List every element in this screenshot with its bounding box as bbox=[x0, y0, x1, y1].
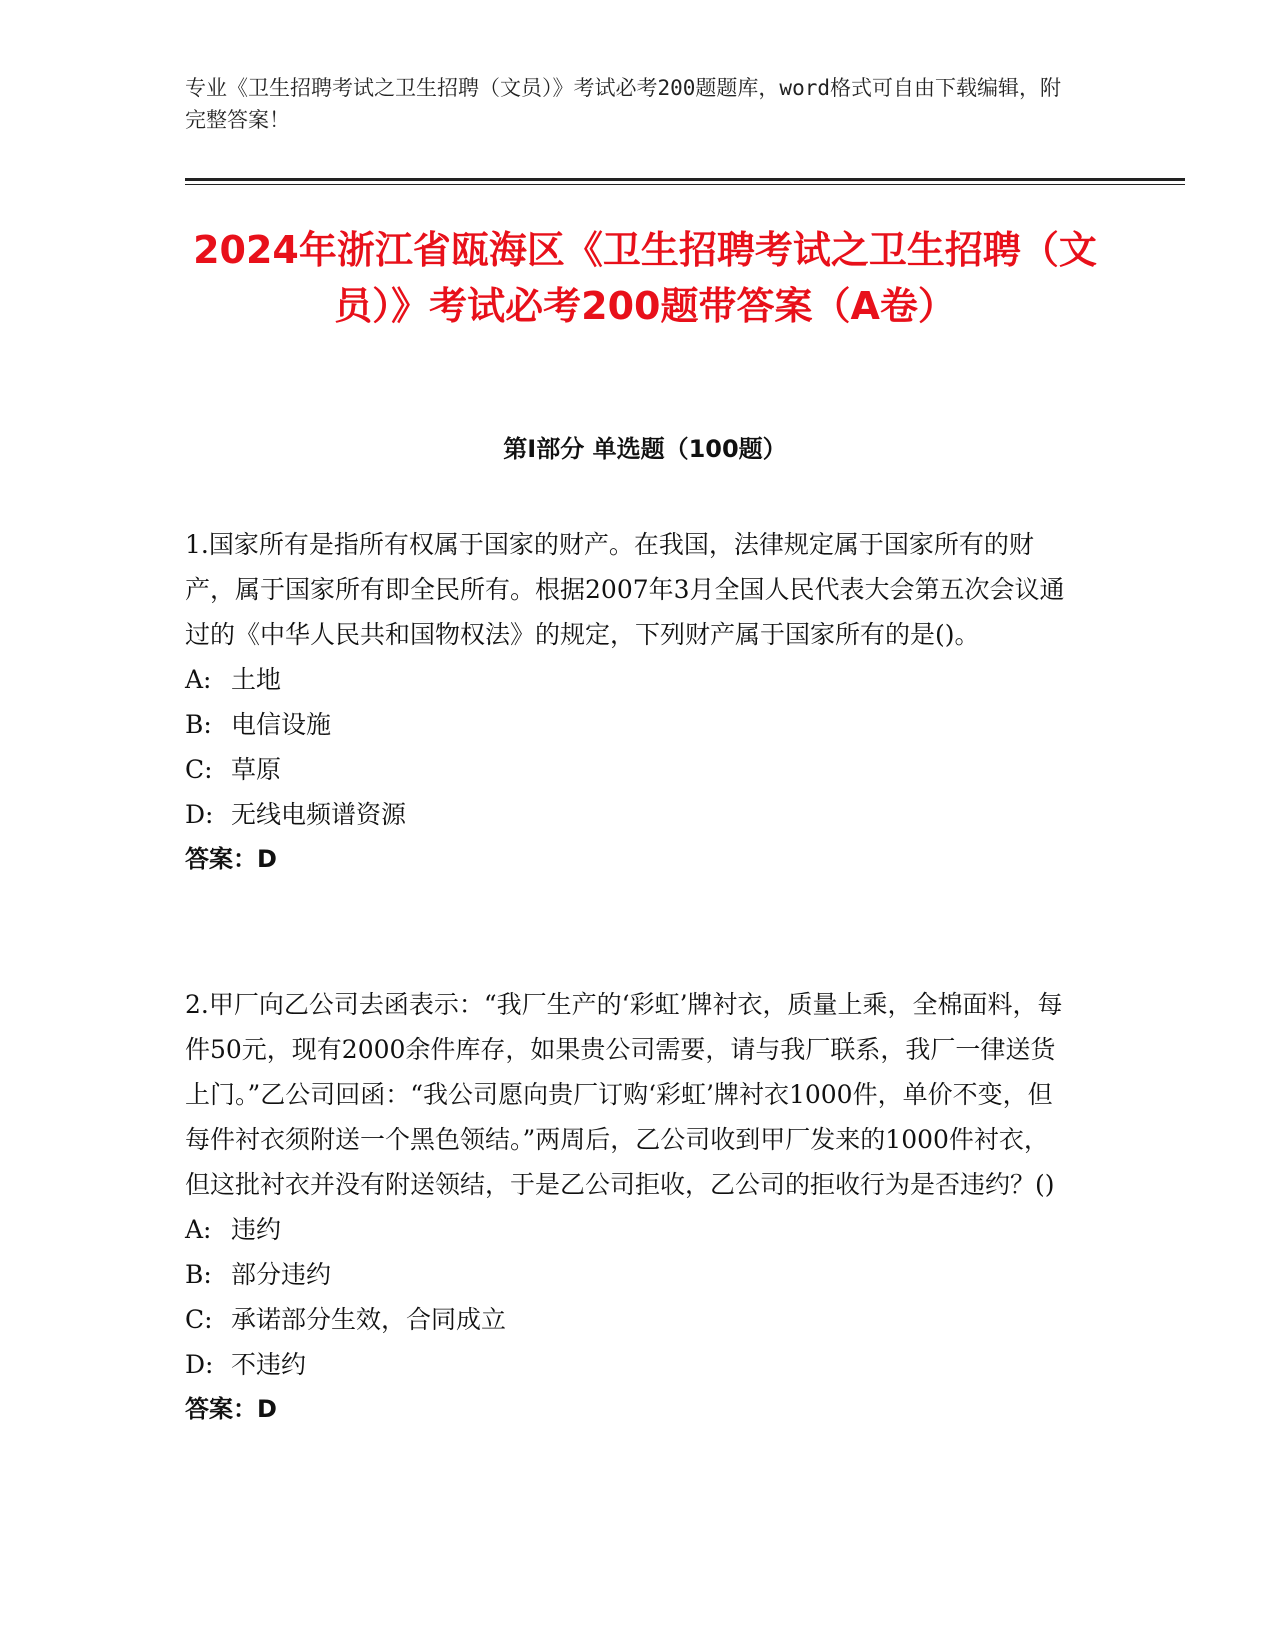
option-c bbox=[185, 747, 1065, 792]
option-b bbox=[185, 1252, 1065, 1297]
section-title: 第I部分 单选题（100题） bbox=[503, 435, 787, 463]
header-note: 专业《卫生招聘考试之卫生招聘（文员）》考试必考200题题库，word格式可自由下载编辑，附完整答案！ bbox=[185, 76, 1061, 132]
option-letter: A: bbox=[185, 665, 212, 694]
question-1 bbox=[185, 522, 1065, 882]
document-title: 2024年浙江省瓯海区《卫生招聘考试之卫生招聘（文员）》考试必考200题带答案（A卷） bbox=[193, 228, 1097, 328]
option-c bbox=[185, 1297, 1065, 1342]
option-text: 承诺部分生效，合同成立 bbox=[231, 1305, 507, 1334]
option-text: 不违约 bbox=[231, 1350, 307, 1379]
option-text: 违约 bbox=[231, 1215, 282, 1244]
question-stem: 2.甲厂向乙公司去函表示：“我厂生产的‘彩虹’牌衬衣，质量上乘，全棉面料，每件50元，现有2000余件库存，如果贵公司需要，请与我厂联系，我厂一律送货上门。”乙公司回函：“我公司愿向贵厂订购‘彩虹’牌衬衣1000件，单价不变，但每件衬衣须附送一个黑色领结。”两周后，乙公司收到甲厂发来的1000件衬衣，但这批衬衣并没有附送领结，于是乙公司拒收，乙公司的拒收行为是否违约？() bbox=[185, 990, 1063, 1199]
header-divider-thin bbox=[185, 184, 1185, 185]
option-b bbox=[185, 702, 1065, 747]
option-letter: C: bbox=[185, 1305, 213, 1334]
option-a bbox=[185, 657, 1065, 702]
option-letter: B: bbox=[185, 710, 212, 739]
option-text: 电信设施 bbox=[231, 710, 332, 739]
question-stem: 1.国家所有是指所有权属于国家的财产。在我国，法律规定属于国家所有的财产，属于国家所有即全民所有。根据2007年3月全国人民代表大会第五次会议通过的《中华人民共和国物权法》的规定，下列财产属于国家所有的是()。 bbox=[185, 530, 1065, 649]
option-letter: A: bbox=[185, 1215, 212, 1244]
option-text: 部分违约 bbox=[231, 1260, 332, 1289]
option-text: 草原 bbox=[231, 755, 282, 784]
option-letter: D: bbox=[185, 1350, 214, 1379]
question-2 bbox=[185, 982, 1065, 1432]
option-d bbox=[185, 1342, 1065, 1387]
option-text: 土地 bbox=[231, 665, 282, 694]
option-text: 无线电频谱资源 bbox=[231, 800, 407, 829]
answer-line: 答案：D bbox=[185, 845, 277, 873]
option-a bbox=[185, 1207, 1065, 1252]
option-letter: B: bbox=[185, 1260, 212, 1289]
option-d bbox=[185, 792, 1065, 837]
option-letter: C: bbox=[185, 755, 213, 784]
header-divider-thick bbox=[185, 178, 1185, 181]
answer-line: 答案：D bbox=[185, 1395, 277, 1423]
option-letter: D: bbox=[185, 800, 214, 829]
